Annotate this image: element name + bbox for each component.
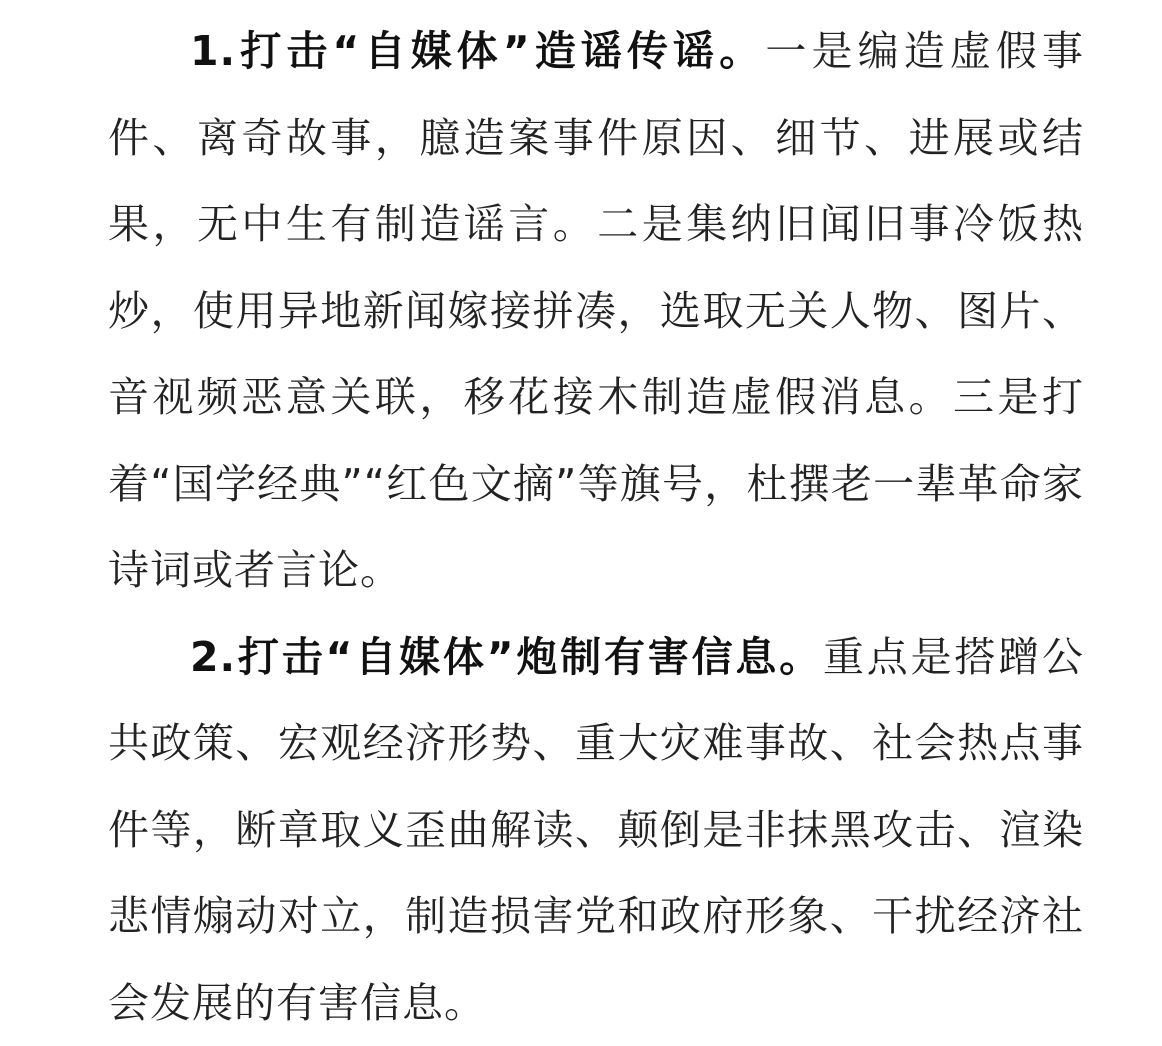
paragraph-1-heading: 1.打击“自媒体”造谣传谣。 xyxy=(190,27,765,75)
paragraph-1 xyxy=(108,8,1084,614)
paragraph-1-text: 一是编造虚假事件、离奇故事，臆造案事件原因、细节、进展或结果，无中生有制造谣言。二是集纳旧闻旧事冷饭热炒，使用异地新闻嫁接拼凑，选取无关人物、图片、音视频恶意关联，移花接木制造虚假消息。三是打着“国学经典”“红色文摘”等旗号，杜撰老一辈革命家诗词或者言论。 xyxy=(108,27,1084,594)
paragraph-2-heading: 2.打击“自媒体”炮制有害信息。 xyxy=(190,633,823,681)
paragraph-2-text: 重点是搭蹭公共政策、宏观经济形势、重大灾难事故、社会热点事件等，断章取义歪曲解读、颠倒是非抹黑攻击、渲染悲情煽动对立，制造损害党和政府形象、干扰经济社会发展的有害信息。 xyxy=(108,633,1084,1027)
paragraph-2 xyxy=(108,614,1084,1046)
